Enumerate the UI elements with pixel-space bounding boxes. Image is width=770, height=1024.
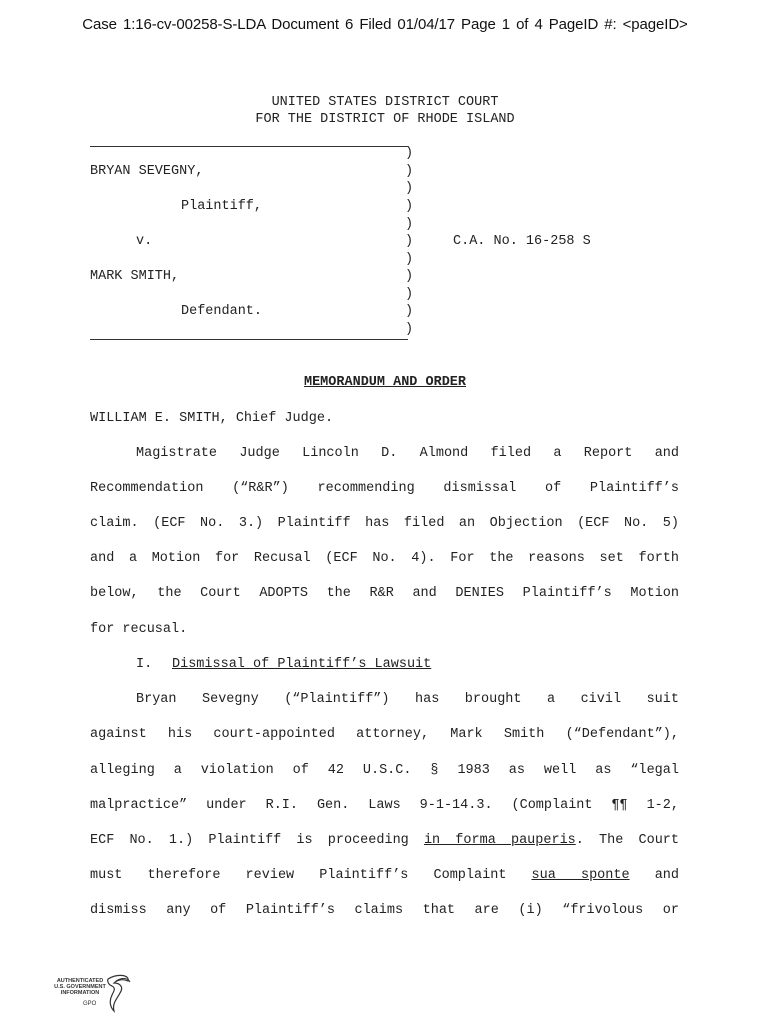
para1-line6: for recusal. — [90, 622, 188, 637]
para2-line3: alleging a violation of 42 U.S.C. § 1983 as well as “legal — [90, 763, 679, 778]
para2-line5-start: ECF No. 1.) Plaintiff is proceeding — [90, 833, 424, 848]
caption-paren: ) — [405, 199, 414, 214]
para2-line6-end: and — [629, 868, 679, 883]
para2-line5 — [90, 833, 679, 848]
defendant-role: Defendant. — [181, 304, 263, 319]
caption-paren: ) — [405, 217, 414, 232]
caption-bottom-rule — [90, 339, 408, 340]
caption-paren: ) — [405, 234, 414, 249]
judge-line: WILLIAM E. SMITH, Chief Judge. — [90, 411, 334, 426]
para2-line6 — [90, 868, 679, 883]
para1-line2: Recommendation (“R&R”) recommending dismissal of Plaintiff’s — [90, 481, 679, 496]
caption-paren: ) — [405, 269, 414, 284]
filing-header: Case 1:16-cv-00258-S-LDA Document 6 Filed 01/04/17 Page 1 of 4 PageID #: <pageID> — [82, 16, 688, 33]
defendant-name: MARK SMITH, — [90, 269, 180, 284]
caption-paren: ) — [405, 322, 414, 337]
para2-line7: dismiss any of Plaintiff’s claims that are (i) “frivolous or — [90, 903, 679, 918]
court-name-line1: UNITED STATES DISTRICT COURT — [271, 95, 499, 110]
caption-paren: ) — [405, 146, 414, 161]
seal-line1: AUTHENTICATED — [56, 978, 104, 984]
para2-line4: malpractice” under R.I. Gen. Laws 9-1-14.3. (Complaint ¶¶ 1-2, — [90, 798, 679, 813]
para2-line2: against his court-appointed attorney, Mark Smith (“Defendant”), — [90, 727, 679, 742]
caption-top-rule — [90, 146, 408, 147]
plaintiff-role: Plaintiff, — [181, 199, 263, 214]
seal-line2: U.S. GOVERNMENT — [54, 984, 106, 990]
para1-line4: and a Motion for Recusal (ECF No. 4). For the reasons set forth — [90, 551, 679, 566]
seal-line3: INFORMATION — [60, 990, 100, 996]
plaintiff-name: BRYAN SEVEGNY, — [90, 164, 204, 179]
para2-line6-start: must therefore review Plaintiff’s Complaint — [90, 868, 532, 883]
caption-paren: ) — [405, 287, 414, 302]
case-number: C.A. No. 16-258 S — [453, 234, 591, 249]
versus-label: v. — [136, 234, 153, 249]
section-heading: Dismissal of Plaintiff’s Lawsuit — [172, 657, 432, 672]
para1-line3: claim. (ECF No. 3.) Plaintiff has filed an Objection (ECF No. 5) — [90, 516, 679, 531]
eagle-icon — [104, 973, 132, 1019]
para2-line5-end: . The Court — [575, 833, 679, 848]
seal-gpo: GPO — [83, 1001, 97, 1007]
in-forma-pauperis: in forma pauperis — [423, 833, 576, 848]
caption-paren: ) — [405, 304, 414, 319]
para1-line5: below, the Court ADOPTS the R&R and DENIES Plaintiff’s Motion — [90, 586, 679, 601]
caption-paren: ) — [405, 181, 414, 196]
document-title-text: MEMORANDUM AND ORDER — [303, 375, 467, 390]
sua-sponte: sua sponte — [531, 868, 630, 883]
document-title — [0, 375, 770, 390]
para1-line1: Magistrate Judge Lincoln D. Almond filed a Report and — [136, 446, 679, 461]
section-numeral: I. — [136, 657, 153, 672]
para2-line1: Bryan Sevegny (“Plaintiff”) has brought a civil suit — [136, 692, 679, 707]
gpo-authentication-seal — [44, 973, 134, 1019]
caption-paren: ) — [405, 164, 414, 179]
court-name-line2: FOR THE DISTRICT OF RHODE ISLAND — [255, 112, 515, 127]
caption-paren: ) — [405, 252, 414, 267]
